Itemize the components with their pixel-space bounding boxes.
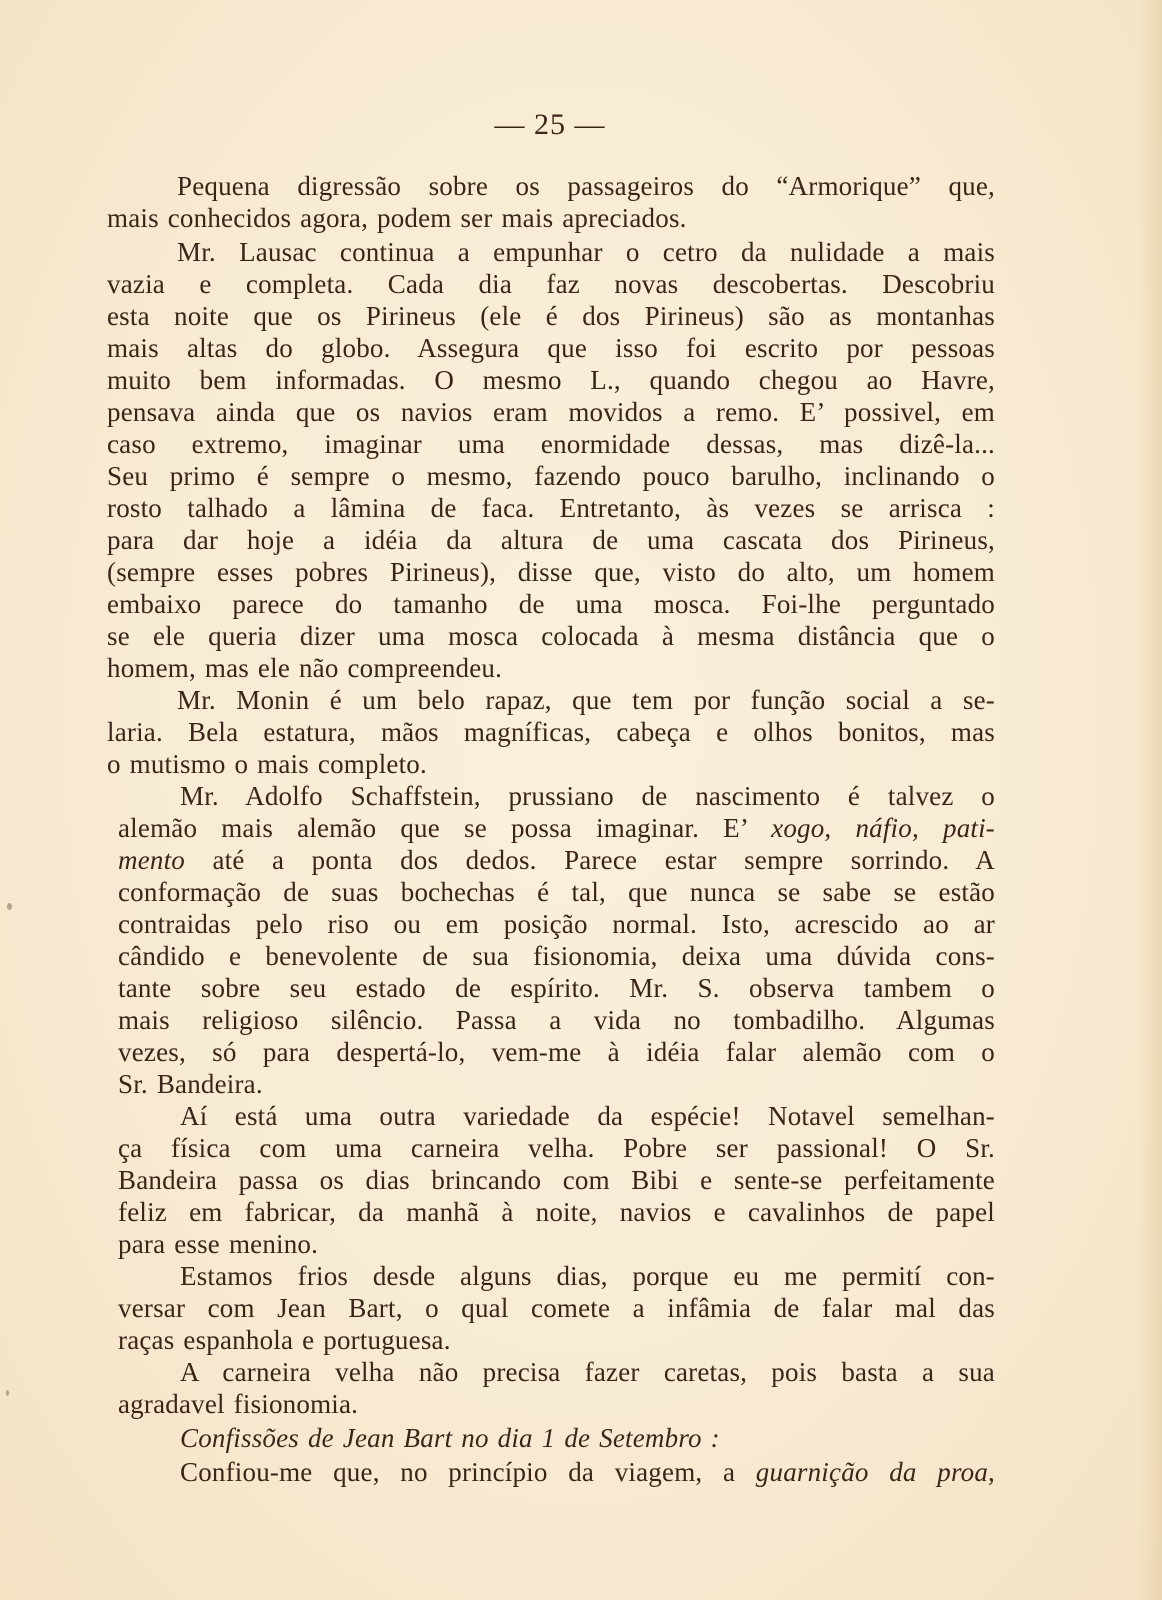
page-number: — 25 — <box>494 108 606 141</box>
text-line-italic <box>180 1422 995 1454</box>
text-line: ça física com uma carneira velha. Pobre ser passional! O Sr. <box>118 1133 995 1163</box>
text-line: muito bem informadas. O mesmo L., quando chegou ao Havre, <box>107 365 995 395</box>
text-line: Seu primo é sempre o mesmo, fazendo pouco barulho, inclinando o <box>107 461 995 491</box>
text-line: vezes, só para despertá-lo, vem-me à idéia falar alemão com o <box>118 1037 995 1067</box>
text-line: A carneira velha não precisa fazer caretas, pois basta a sua <box>180 1357 995 1387</box>
text-line: Mr. Lausac continua a empunhar o cetro da nulidade a mais <box>177 237 995 267</box>
text-line: Mr. Monin é um belo rapaz, que tem por função social a se- <box>177 685 995 715</box>
text-line-mixed <box>180 1456 995 1488</box>
text-line: Estamos frios desde alguns dias, porque eu me permití con- <box>180 1261 995 1291</box>
text-line: pensava ainda que os navios eram movidos a remo. E’ possivel, em <box>107 397 995 427</box>
text-line-mixed <box>118 812 995 844</box>
text-line: mais religioso silêncio. Passa a vida no tombadilho. Algumas <box>118 1005 995 1035</box>
text-line: se ele queria dizer uma mosca colocada à mesma distância que o <box>107 621 995 651</box>
text-line: Bandeira passa os dias brincando com Bibi e sente-se perfeitamente <box>118 1165 995 1195</box>
italic-text: guarnição da proa, <box>755 1457 996 1487</box>
italic-text: xogo, náfio, pati- <box>771 813 995 843</box>
text-line: vazia e completa. Cada dia faz novas descobertas. Descobriu <box>107 269 995 299</box>
text-line: homem, mas ele não compreendeu. <box>107 653 503 683</box>
text-line: rosto talhado a lâmina de faca. Entretanto, às vezes se arrisca : <box>107 493 995 523</box>
text-line: (sempre esses pobres Pirineus), disse que, visto do alto, um homem <box>107 557 995 587</box>
text-line: para dar hoje a idéia da altura de uma cascata dos Pirineus, <box>107 525 995 555</box>
text-line: Mr. Adolfo Schaffstein, prussiano de nascimento é talvez o <box>180 781 995 811</box>
roman-text: alemão mais alemão que se possa imaginar. E’ <box>118 813 772 843</box>
roman-text: Confiou-me que, no princípio da viagem, a <box>180 1457 756 1487</box>
text-line: o mutismo o mais completo. <box>107 749 427 779</box>
page-edge-shadow <box>1138 0 1162 1600</box>
text-line-mixed <box>118 844 995 876</box>
text-line: Pequena digressão sobre os passageiros do “Armorique” que, <box>177 171 995 201</box>
text-line: conformação de suas bochechas é tal, que nunca se sabe se estão <box>118 877 995 907</box>
text-line: Sr. Bandeira. <box>118 1069 263 1099</box>
text-line: cândido e benevolente de sua fisionomia, deixa uma dúvida cons- <box>118 941 995 971</box>
italic-heading: Confissões de Jean Bart no dia 1 de Setembro : <box>180 1423 720 1453</box>
text-line: versar com Jean Bart, o qual comete a infâmia de falar mal das <box>118 1293 995 1323</box>
paper-speck <box>6 1390 9 1396</box>
text-line: mais conhecidos agora, podem ser mais apreciados. <box>107 203 687 233</box>
text-line: raças espanhola e portuguesa. <box>118 1325 451 1355</box>
text-line: Aí está uma outra variedade da espécie! Notavel semelhan- <box>180 1101 995 1131</box>
text-line: agradavel fisionomia. <box>118 1389 359 1419</box>
text-line: laria. Bela estatura, mãos magníficas, cabeça e olhos bonitos, mas <box>107 717 995 747</box>
paper-speck <box>7 903 12 910</box>
roman-text: até a ponta dos dedos. Parece estar sempre sorrindo. A <box>184 845 995 875</box>
italic-text: mento <box>118 845 185 875</box>
text-line: feliz em fabricar, da manhã à noite, navios e cavalinhos de papel <box>118 1197 995 1227</box>
text-line: embaixo parece do tamanho de uma mosca. Foi-lhe perguntado <box>107 589 995 619</box>
text-line: esta noite que os Pirineus (ele é dos Pirineus) são as montanhas <box>107 301 995 331</box>
text-line: tante sobre seu estado de espírito. Mr. S. observa tambem o <box>118 973 995 1003</box>
text-line: para esse menino. <box>118 1229 319 1259</box>
text-line: mais altas do globo. Assegura que isso foi escrito por pessoas <box>107 333 995 363</box>
text-line: caso extremo, imaginar uma enormidade dessas, mas dizê-la... <box>107 429 995 459</box>
text-line: contraidas pelo riso ou em posição normal. Isto, acrescido ao ar <box>118 909 995 939</box>
